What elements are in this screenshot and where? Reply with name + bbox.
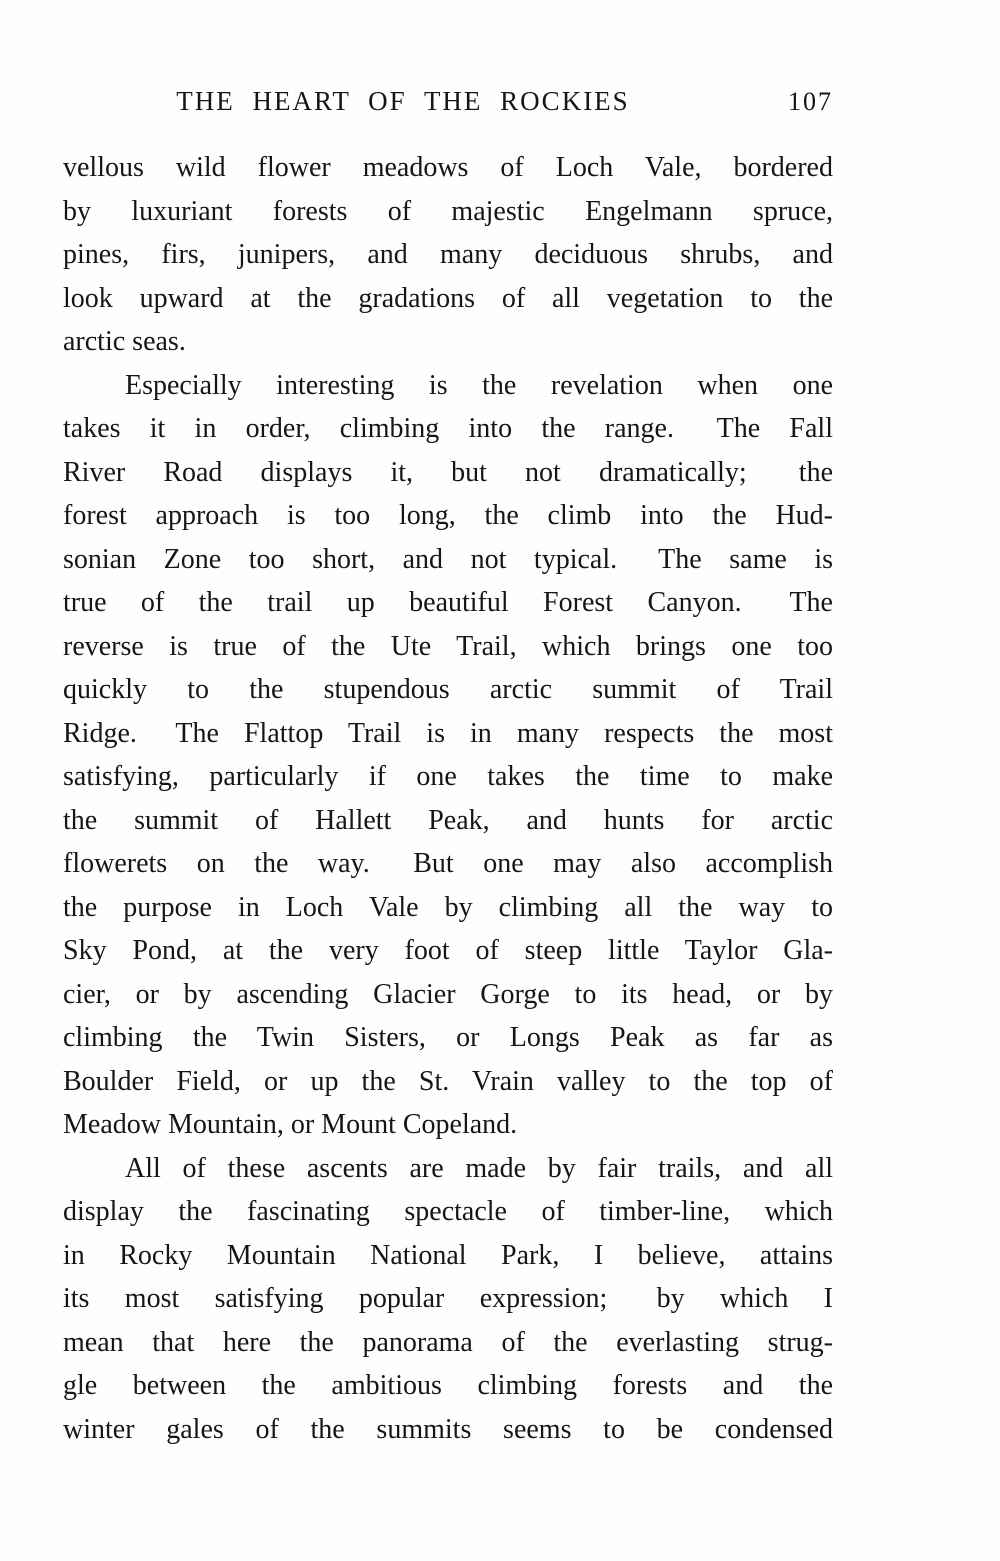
text-line: in Rocky Mountain National Park, I believe, attains [63,1239,833,1271]
text-line: Especially interesting is the revelation when one [125,369,833,401]
text-line: display the fascinating spectacle of timber-line, which [63,1196,833,1227]
text-line: sonian Zone too short, and not typical. The same is [63,543,833,575]
text-line: vellous wild flower meadows of Loch Vale, bordered [63,152,833,183]
text-line: winter gales of the summits seems to be condensed [63,1413,833,1445]
text-line: its most satisfying popular expression; by which I [63,1283,833,1314]
text-line: Ridge. The Flattop Trail is in many respects the most [63,717,833,749]
page-number: 107 [788,87,833,116]
text-line: Sky Pond, at the very foot of steep little Taylor Gla- [63,935,833,966]
text-line: by luxuriant forests of majestic Engelmann spruce, [63,195,833,227]
text-line: All of these ascents are made by fair trails, and all [125,1152,833,1184]
running-title: THE HEART OF THE ROCKIES [176,86,630,116]
text-line: reverse is true of the Ute Trail, which brings one too [63,630,833,662]
paragraph [63,1147,833,1452]
paragraph [63,146,833,364]
text-line: cier, or by ascending Glacier Gorge to its head, or by [63,978,833,1010]
text-block [63,84,833,1451]
text-line: look upward at the gradations of all vegetation to the [63,282,833,314]
text-line: true of the trail up beautiful Forest Canyon. The [63,587,833,618]
text-line: flowerets on the way. But one may also accomplish [63,848,833,879]
text-line: takes it in order, climbing into the range. The Fall [63,413,833,444]
text-line: climbing the Twin Sisters, or Longs Peak as far as [63,1022,833,1053]
text-line: the summit of Hallett Peak, and hunts for arctic [63,804,833,836]
text-line: arctic seas. [63,326,186,357]
text-line: the purpose in Loch Vale by climbing all the way to [63,891,833,923]
text-line: Boulder Field, or up the St. Vrain valley to the top of [63,1065,833,1097]
page-header [63,84,833,118]
text-line: Meadow Mountain, or Mount Copeland. [63,1109,518,1140]
text-line: mean that here the panorama of the everlasting strug- [63,1326,833,1358]
text-line: satisfying, particularly if one takes the time to make [63,761,833,792]
text-line: pines, firs, junipers, and many deciduous shrubs, and [63,239,833,270]
text-line: River Road displays it, but not dramatically; the [63,456,833,488]
text-line: quickly to the stupendous arctic summit of Trail [63,674,833,705]
paragraph [63,364,833,1147]
text-line: forest approach is too long, the climb into the Hud- [63,500,833,531]
text-line: gle between the ambitious climbing forests and the [63,1370,833,1401]
